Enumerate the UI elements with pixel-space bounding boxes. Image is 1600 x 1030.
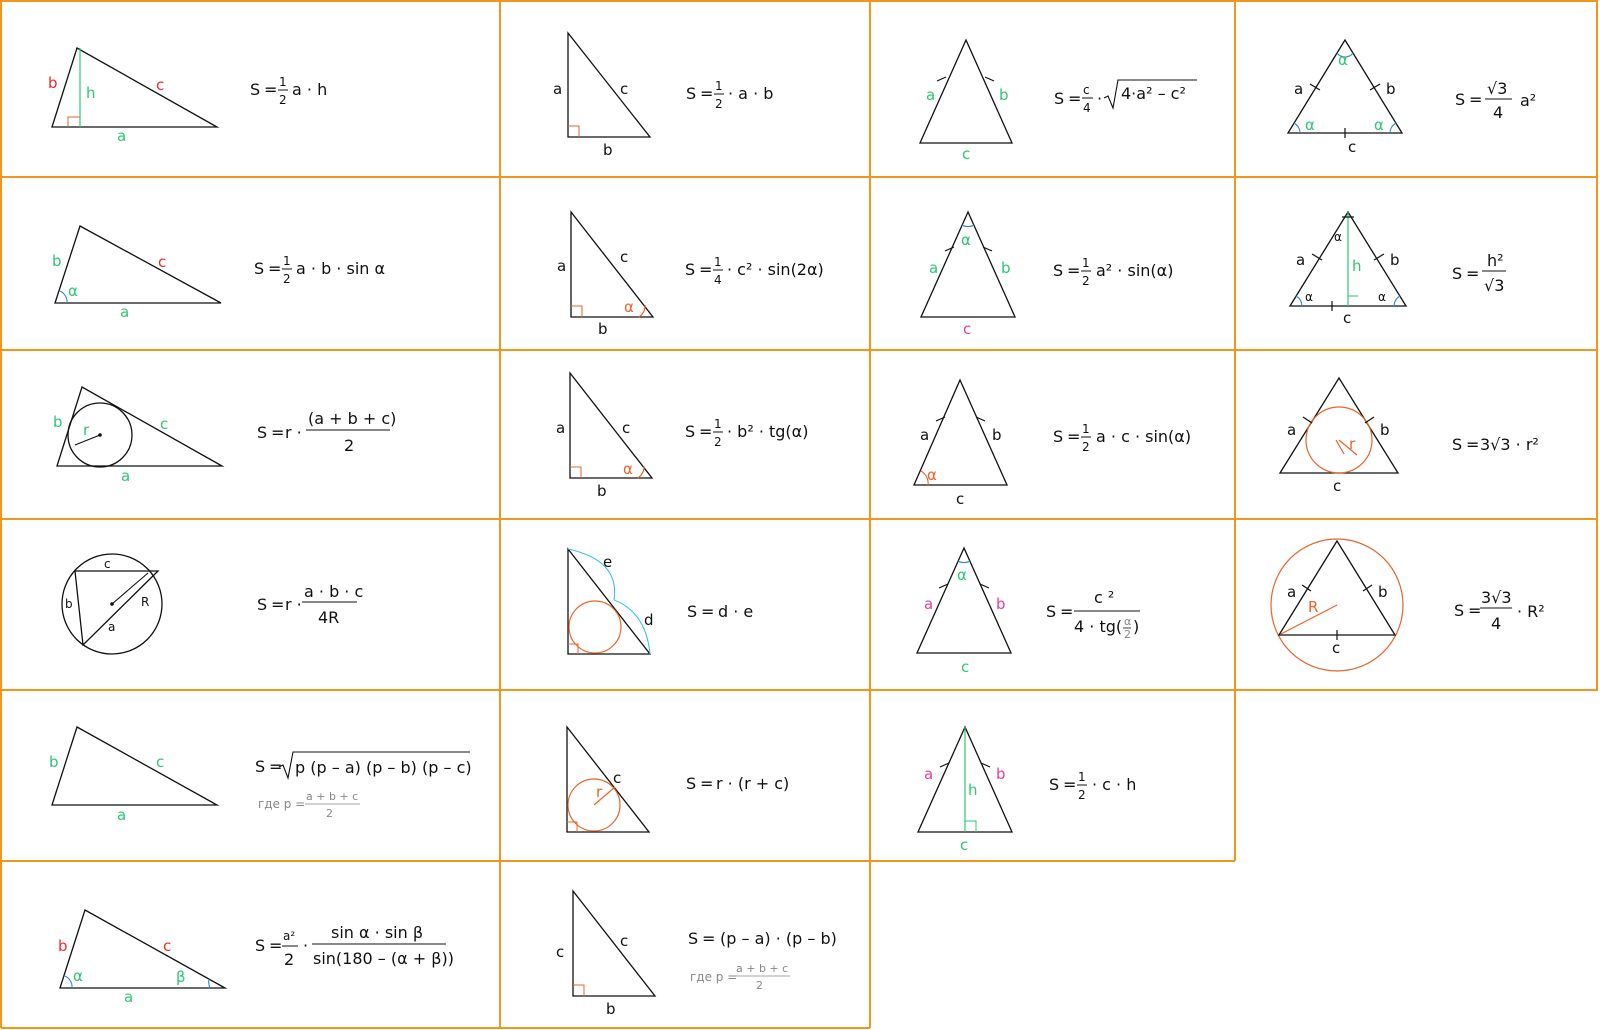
formula-r5c2 bbox=[686, 774, 789, 793]
svg-text:=: = bbox=[1060, 602, 1074, 621]
label-b: b bbox=[48, 74, 58, 92]
svg-text:=: = bbox=[701, 602, 715, 621]
svg-text:S: S bbox=[1053, 261, 1064, 280]
svg-text:4: 4 bbox=[1493, 103, 1504, 122]
svg-text:S: S bbox=[255, 936, 266, 955]
svg-text:a + b + c: a + b + c bbox=[736, 962, 789, 975]
label-r: r bbox=[1349, 435, 1356, 453]
svg-text:=: = bbox=[1063, 775, 1077, 794]
svg-text:1: 1 bbox=[283, 254, 291, 268]
figure-isosceles-apex-tg bbox=[917, 548, 1011, 676]
svg-text:4R: 4R bbox=[318, 608, 340, 627]
label-a: a bbox=[1287, 421, 1297, 439]
label-alpha: α bbox=[623, 460, 633, 478]
figure-right-triangle-incircle-arcs bbox=[568, 549, 654, 654]
figure-scalene-angle bbox=[52, 226, 221, 321]
formula-r1c4 bbox=[1455, 79, 1536, 122]
label-c: c bbox=[620, 80, 629, 98]
svg-text:h²: h² bbox=[1487, 251, 1504, 270]
svg-text:S: S bbox=[255, 757, 266, 776]
formula-r6c2 bbox=[688, 929, 837, 992]
svg-text:=: = bbox=[268, 259, 282, 278]
formula-r4c2 bbox=[687, 602, 753, 621]
label-b: b bbox=[1390, 251, 1400, 269]
svg-text:1: 1 bbox=[1082, 422, 1090, 436]
figure-equilateral-incircle bbox=[1280, 378, 1398, 495]
formula-r3c3 bbox=[1053, 422, 1191, 454]
figure-right-triangle-tg bbox=[556, 373, 652, 500]
svg-text:2: 2 bbox=[344, 436, 355, 455]
label-a: a bbox=[1294, 80, 1304, 98]
label-b: b bbox=[49, 753, 59, 771]
svg-text:=: = bbox=[1468, 601, 1482, 620]
svg-text:S: S bbox=[685, 422, 696, 441]
label-c: c bbox=[156, 76, 165, 94]
svg-text:r ·: r · bbox=[285, 595, 302, 614]
svg-text:=: = bbox=[702, 929, 716, 948]
svg-text:· R²: · R² bbox=[1517, 602, 1545, 621]
label-r: r bbox=[596, 783, 603, 801]
svg-text:=: = bbox=[699, 422, 713, 441]
label-b: b bbox=[999, 86, 1009, 104]
figure-incircle bbox=[53, 387, 222, 485]
label-alpha: α bbox=[957, 566, 967, 584]
label-b: b bbox=[65, 597, 73, 611]
label-alpha-left: α bbox=[1305, 290, 1313, 304]
label-b: b bbox=[996, 765, 1006, 783]
svg-text:=: = bbox=[269, 757, 283, 776]
svg-text:r · (r + c): r · (r + c) bbox=[716, 774, 790, 793]
label-c: c bbox=[160, 415, 169, 433]
svg-text:d · e: d · e bbox=[718, 602, 754, 621]
label-a: a bbox=[924, 765, 934, 783]
label-c: c bbox=[163, 937, 172, 955]
svg-text:1: 1 bbox=[1078, 770, 1086, 784]
label-a: a bbox=[120, 303, 130, 321]
svg-text:a · h: a · h bbox=[292, 80, 328, 99]
label-c: c bbox=[963, 320, 972, 338]
svg-text:α: α bbox=[1124, 615, 1132, 628]
svg-text:S: S bbox=[1455, 90, 1466, 109]
svg-text:4: 4 bbox=[714, 273, 722, 287]
svg-text:c ²: c ² bbox=[1094, 588, 1115, 607]
svg-text:1: 1 bbox=[279, 75, 287, 89]
label-c: c bbox=[622, 419, 631, 437]
svg-text:1: 1 bbox=[714, 255, 722, 269]
svg-text:sin(180 – (α + β)): sin(180 – (α + β)) bbox=[313, 949, 454, 968]
label-alpha: α bbox=[961, 231, 971, 249]
svg-text:S: S bbox=[257, 595, 268, 614]
svg-text:a · c · sin(α): a · c · sin(α) bbox=[1096, 427, 1192, 446]
label-b: b bbox=[52, 252, 62, 270]
label-alpha: α bbox=[68, 282, 78, 300]
svg-text:S: S bbox=[1049, 775, 1060, 794]
svg-text:· a · b: · a · b bbox=[728, 84, 774, 103]
figure-right-triangle bbox=[553, 33, 650, 159]
figure-scalene-height bbox=[48, 48, 217, 145]
svg-text:p (p – a) (p – b) (p – c): p (p – a) (p – b) (p – c) bbox=[295, 758, 472, 777]
figure-right-triangle-p bbox=[556, 891, 655, 1018]
svg-text:2: 2 bbox=[1078, 788, 1086, 802]
label-h: h bbox=[1352, 257, 1362, 275]
svg-text:2: 2 bbox=[283, 272, 291, 286]
svg-text:a · b · c: a · b · c bbox=[304, 582, 364, 601]
label-alpha-left: α bbox=[1305, 116, 1315, 134]
formula-r3c2 bbox=[685, 417, 808, 449]
label-b: b bbox=[1001, 259, 1011, 277]
label-b: b bbox=[996, 595, 1006, 613]
label-alpha: α bbox=[624, 298, 634, 316]
svg-text:4: 4 bbox=[1491, 614, 1502, 633]
svg-text:(a + b + c): (a + b + c) bbox=[308, 409, 397, 428]
svg-text:): ) bbox=[1133, 617, 1140, 636]
svg-text:1: 1 bbox=[1082, 256, 1090, 270]
svg-text:=: = bbox=[1466, 264, 1480, 283]
formula-r6c1 bbox=[255, 923, 454, 969]
formula-r3c4 bbox=[1452, 435, 1539, 454]
label-R: R bbox=[141, 595, 150, 609]
figure-isosceles-height bbox=[918, 727, 1012, 854]
svg-text:1: 1 bbox=[714, 417, 722, 431]
svg-text:S: S bbox=[1454, 601, 1465, 620]
svg-text:S: S bbox=[257, 423, 268, 442]
svg-text:2: 2 bbox=[1082, 440, 1090, 454]
formula-r4c1 bbox=[257, 582, 363, 627]
svg-text:·: · bbox=[1097, 89, 1103, 108]
svg-text:4: 4 bbox=[1083, 101, 1091, 115]
label-alpha-right: α bbox=[1374, 116, 1384, 134]
svg-text:4·a² – c²: 4·a² – c² bbox=[1121, 84, 1186, 103]
label-a: a bbox=[117, 127, 127, 145]
svg-text:(p – a) · (p – b): (p – a) · (p – b) bbox=[720, 929, 837, 948]
label-c: c bbox=[556, 943, 565, 961]
svg-text:=: = bbox=[264, 80, 278, 99]
figure-isosceles-base-angle bbox=[914, 380, 1007, 508]
label-a: a bbox=[924, 595, 934, 613]
svg-text:sin α · sin β: sin α · sin β bbox=[331, 923, 424, 942]
label-b: b bbox=[58, 937, 68, 955]
label-b: b bbox=[992, 426, 1002, 444]
svg-text:=: = bbox=[1466, 435, 1480, 454]
svg-text:a²: a² bbox=[283, 929, 296, 943]
formula-r1c3 bbox=[1054, 80, 1197, 115]
svg-text:S: S bbox=[250, 80, 261, 99]
label-a: a bbox=[920, 426, 930, 444]
label-c: c bbox=[1332, 639, 1341, 657]
label-R: R bbox=[1308, 598, 1319, 616]
svg-text:S: S bbox=[1046, 602, 1057, 621]
label-c: c bbox=[613, 769, 622, 787]
svg-text:S: S bbox=[254, 259, 265, 278]
label-c: c bbox=[156, 753, 165, 771]
label-c: c bbox=[158, 253, 167, 271]
label-a: a bbox=[1296, 251, 1306, 269]
figure-circumcircle bbox=[62, 554, 162, 654]
svg-text:S: S bbox=[1452, 264, 1463, 283]
svg-text:√3: √3 bbox=[1484, 276, 1505, 295]
label-h: h bbox=[968, 781, 978, 799]
label-c: c bbox=[620, 248, 629, 266]
svg-text:3√3: 3√3 bbox=[1481, 588, 1512, 607]
label-beta: β bbox=[176, 968, 186, 986]
formula-r2c4 bbox=[1452, 251, 1506, 295]
figure-right-triangle-angle bbox=[557, 212, 653, 338]
formula-r2c2 bbox=[685, 255, 824, 287]
label-c: c bbox=[1348, 138, 1357, 156]
label-b: b bbox=[606, 1000, 616, 1018]
label-a: a bbox=[121, 467, 131, 485]
svg-text:2: 2 bbox=[756, 979, 763, 992]
formula-r4c3 bbox=[1046, 588, 1140, 641]
svg-text:=: = bbox=[271, 423, 285, 442]
label-a: a bbox=[929, 259, 939, 277]
svg-text:· c · h: · c · h bbox=[1092, 775, 1137, 794]
formula-r4c4 bbox=[1454, 588, 1545, 633]
formula-r1c1 bbox=[250, 75, 327, 107]
label-h: h bbox=[86, 84, 96, 102]
figure-isosceles bbox=[920, 40, 1012, 163]
svg-text:· c² · sin(2α): · c² · sin(2α) bbox=[727, 260, 824, 279]
svg-text:c: c bbox=[1083, 83, 1090, 97]
label-a: a bbox=[557, 257, 567, 275]
svg-text:=: = bbox=[1469, 90, 1483, 109]
svg-text:3√3 · r²: 3√3 · r² bbox=[1480, 435, 1539, 454]
figure-equilateral-height bbox=[1290, 212, 1406, 327]
label-c: c bbox=[1343, 309, 1352, 327]
figure-equilateral bbox=[1288, 40, 1402, 156]
label-a: a bbox=[553, 80, 563, 98]
label-a: a bbox=[926, 86, 936, 104]
svg-text:S: S bbox=[1452, 435, 1463, 454]
figure-right-triangle-incircle bbox=[567, 727, 649, 832]
svg-text:r ·: r · bbox=[285, 423, 302, 442]
svg-text:√3: √3 bbox=[1487, 79, 1508, 98]
label-e: e bbox=[603, 553, 613, 571]
svg-text:a + b + c: a + b + c bbox=[306, 790, 359, 803]
label-alpha-right: α bbox=[1378, 290, 1386, 304]
label-a: a bbox=[108, 620, 116, 634]
svg-text:a²: a² bbox=[1520, 91, 1537, 110]
label-c: c bbox=[960, 836, 969, 854]
svg-text:S: S bbox=[687, 602, 698, 621]
label-b: b bbox=[1378, 583, 1388, 601]
svg-text:S: S bbox=[1053, 427, 1064, 446]
label-b: b bbox=[603, 141, 613, 159]
svg-text:где p =: где p = bbox=[258, 797, 306, 811]
formula-r3c1 bbox=[257, 409, 396, 455]
svg-text:2: 2 bbox=[1082, 274, 1090, 288]
label-b: b bbox=[1380, 421, 1390, 439]
svg-text:· b² · tg(α): · b² · tg(α) bbox=[727, 422, 809, 441]
figure-equilateral-circumcircle bbox=[1271, 539, 1403, 671]
svg-text:a · b · sin α: a · b · sin α bbox=[296, 259, 386, 278]
figure-heron bbox=[49, 727, 217, 824]
svg-text:=: = bbox=[1067, 261, 1081, 280]
svg-text:·: · bbox=[303, 936, 309, 955]
svg-text:2: 2 bbox=[714, 435, 722, 449]
svg-text:2: 2 bbox=[279, 93, 287, 107]
grid-lines bbox=[1, 1, 1597, 1028]
svg-text:2: 2 bbox=[284, 950, 295, 969]
label-b: b bbox=[53, 413, 63, 431]
formula-r2c1 bbox=[254, 254, 385, 286]
formula-r1c2 bbox=[686, 79, 773, 111]
svg-text:=: = bbox=[700, 84, 714, 103]
label-c-hyp: c bbox=[620, 932, 629, 950]
svg-text:=: = bbox=[1068, 89, 1082, 108]
label-b: b bbox=[1386, 80, 1396, 98]
figure-two-angles bbox=[58, 910, 225, 1006]
label-b: b bbox=[598, 320, 608, 338]
svg-text:S: S bbox=[686, 84, 697, 103]
label-d: d bbox=[644, 611, 654, 629]
label-alpha-top: α bbox=[1334, 230, 1342, 244]
svg-text:2: 2 bbox=[326, 807, 333, 820]
svg-text:2: 2 bbox=[1124, 628, 1131, 641]
label-b: b bbox=[597, 482, 607, 500]
svg-text:S: S bbox=[1054, 89, 1065, 108]
label-alpha: α bbox=[73, 967, 83, 985]
label-alpha-top: α bbox=[1338, 51, 1348, 69]
svg-text:=: = bbox=[271, 595, 285, 614]
label-a: a bbox=[117, 806, 127, 824]
formula-r5c1 bbox=[255, 752, 472, 820]
svg-text:=: = bbox=[269, 936, 283, 955]
svg-text:=: = bbox=[1067, 427, 1081, 446]
figure-isosceles-apex-angle bbox=[921, 212, 1015, 338]
svg-text:2: 2 bbox=[715, 97, 723, 111]
label-a: a bbox=[556, 419, 566, 437]
label-c: c bbox=[1333, 477, 1342, 495]
label-r: r bbox=[83, 421, 90, 439]
svg-text:4 · tg(: 4 · tg( bbox=[1074, 617, 1123, 636]
svg-text:=: = bbox=[699, 260, 713, 279]
label-alpha: α bbox=[927, 466, 937, 484]
label-c: c bbox=[104, 557, 111, 571]
label-c: c bbox=[956, 490, 965, 508]
svg-text:где p =: где p = bbox=[690, 970, 738, 984]
svg-text:1: 1 bbox=[715, 79, 723, 93]
svg-text:S: S bbox=[685, 260, 696, 279]
svg-text:=: = bbox=[700, 774, 714, 793]
svg-text:S: S bbox=[686, 774, 697, 793]
svg-text:S: S bbox=[688, 929, 699, 948]
label-a: a bbox=[1287, 583, 1297, 601]
formula-r2c3 bbox=[1053, 256, 1173, 288]
label-c: c bbox=[962, 145, 971, 163]
label-c: c bbox=[961, 658, 970, 676]
svg-text:a² · sin(α): a² · sin(α) bbox=[1096, 261, 1174, 280]
label-a: a bbox=[124, 988, 134, 1006]
formula-r5c3 bbox=[1049, 770, 1136, 802]
